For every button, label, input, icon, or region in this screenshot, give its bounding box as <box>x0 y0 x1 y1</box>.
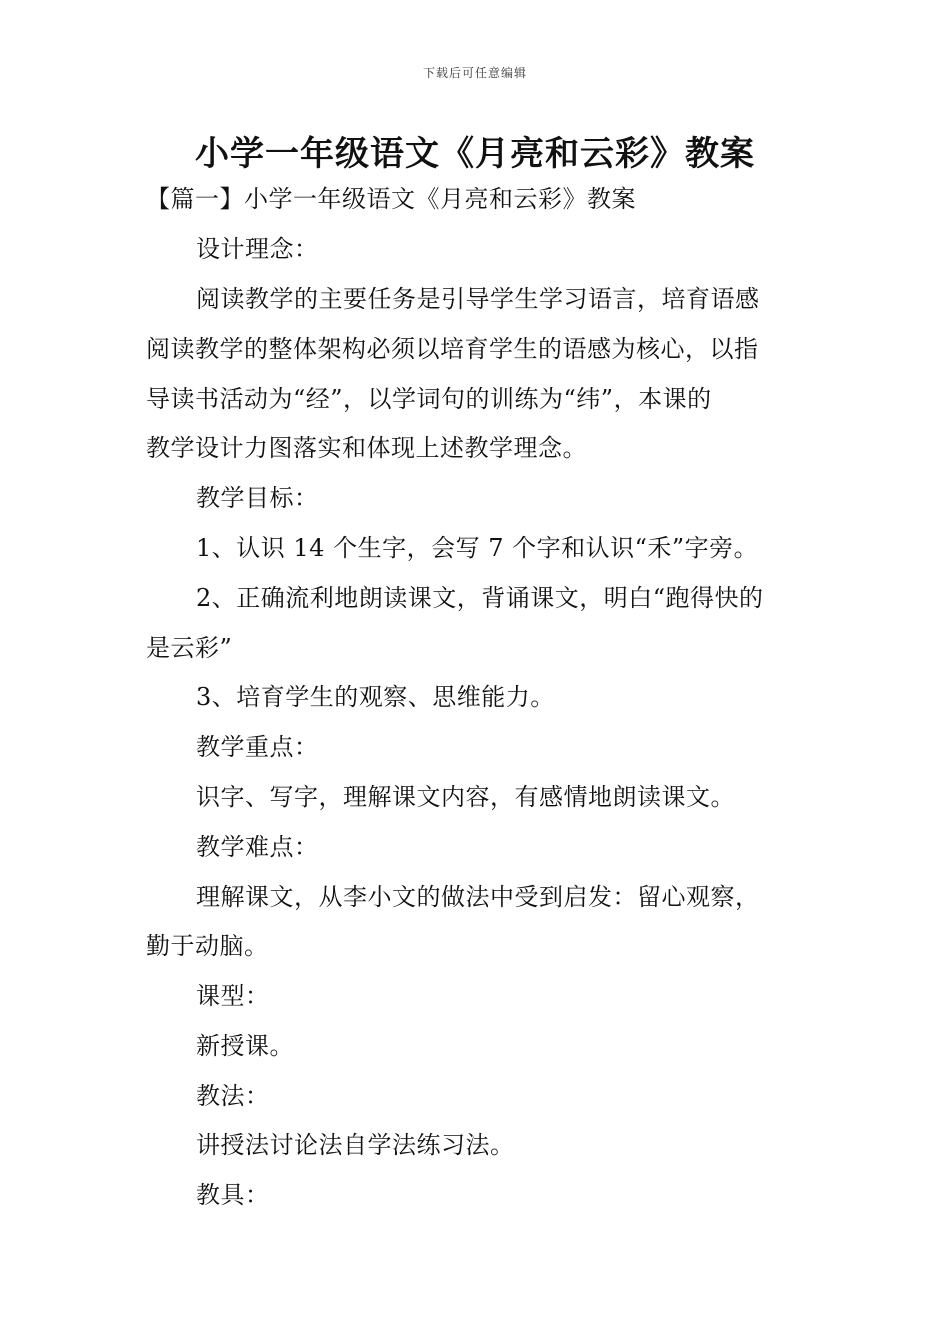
paragraph-line: 勤于动脑。 <box>146 932 269 960</box>
paragraph-line: 教学设计力图落实和体现上述教学理念。 <box>146 434 587 462</box>
paragraph-line: 识字、写字，理解课文内容，有感情地朗读课文。 <box>196 783 735 811</box>
paragraph-line: 新授课。 <box>196 1032 294 1060</box>
document-title: 小学一年级语文《月亮和云彩》教案 <box>195 134 755 174</box>
paragraph-line: 2、正确流利地朗读课文，背诵课文，明白“跑得快的 <box>196 584 764 612</box>
paragraph-line: 讲授法讨论法自学法练习法。 <box>196 1131 515 1159</box>
paragraph-line: 课型： <box>196 982 270 1010</box>
section-heading: 【篇一】小学一年级语文《月亮和云彩》教案 <box>146 185 636 213</box>
paragraph-line: 导读书活动为“经”，以学词句的训练为“纬”，本课的 <box>146 385 712 413</box>
paragraph-line: 教学目标： <box>196 484 319 512</box>
paragraph-line: 教法： <box>196 1082 270 1110</box>
paragraph-line: 教具： <box>196 1181 270 1209</box>
paragraph-line: 是云彩” <box>146 634 233 662</box>
paragraph-line: 3、培育学生的观察、思维能力。 <box>196 683 555 711</box>
paragraph-line: 设计理念： <box>196 235 319 263</box>
paragraph-line: 教学重点： <box>196 733 319 761</box>
page-header-note: 下载后可任意编辑 <box>422 66 527 80</box>
paragraph-line: 1、认识 14 个生字，会写 7 个字和认识“禾”字旁。 <box>196 534 759 562</box>
paragraph-line: 教学难点： <box>196 833 319 861</box>
paragraph-line: 理解课文，从李小文的做法中受到启发：留心观察， <box>196 883 760 911</box>
paragraph-line: 阅读教学的整体架构必须以培育学生的语感为核心，以指 <box>146 335 759 363</box>
paragraph-line: 阅读教学的主要任务是引导学生学习语言，培育语感 <box>196 285 760 313</box>
